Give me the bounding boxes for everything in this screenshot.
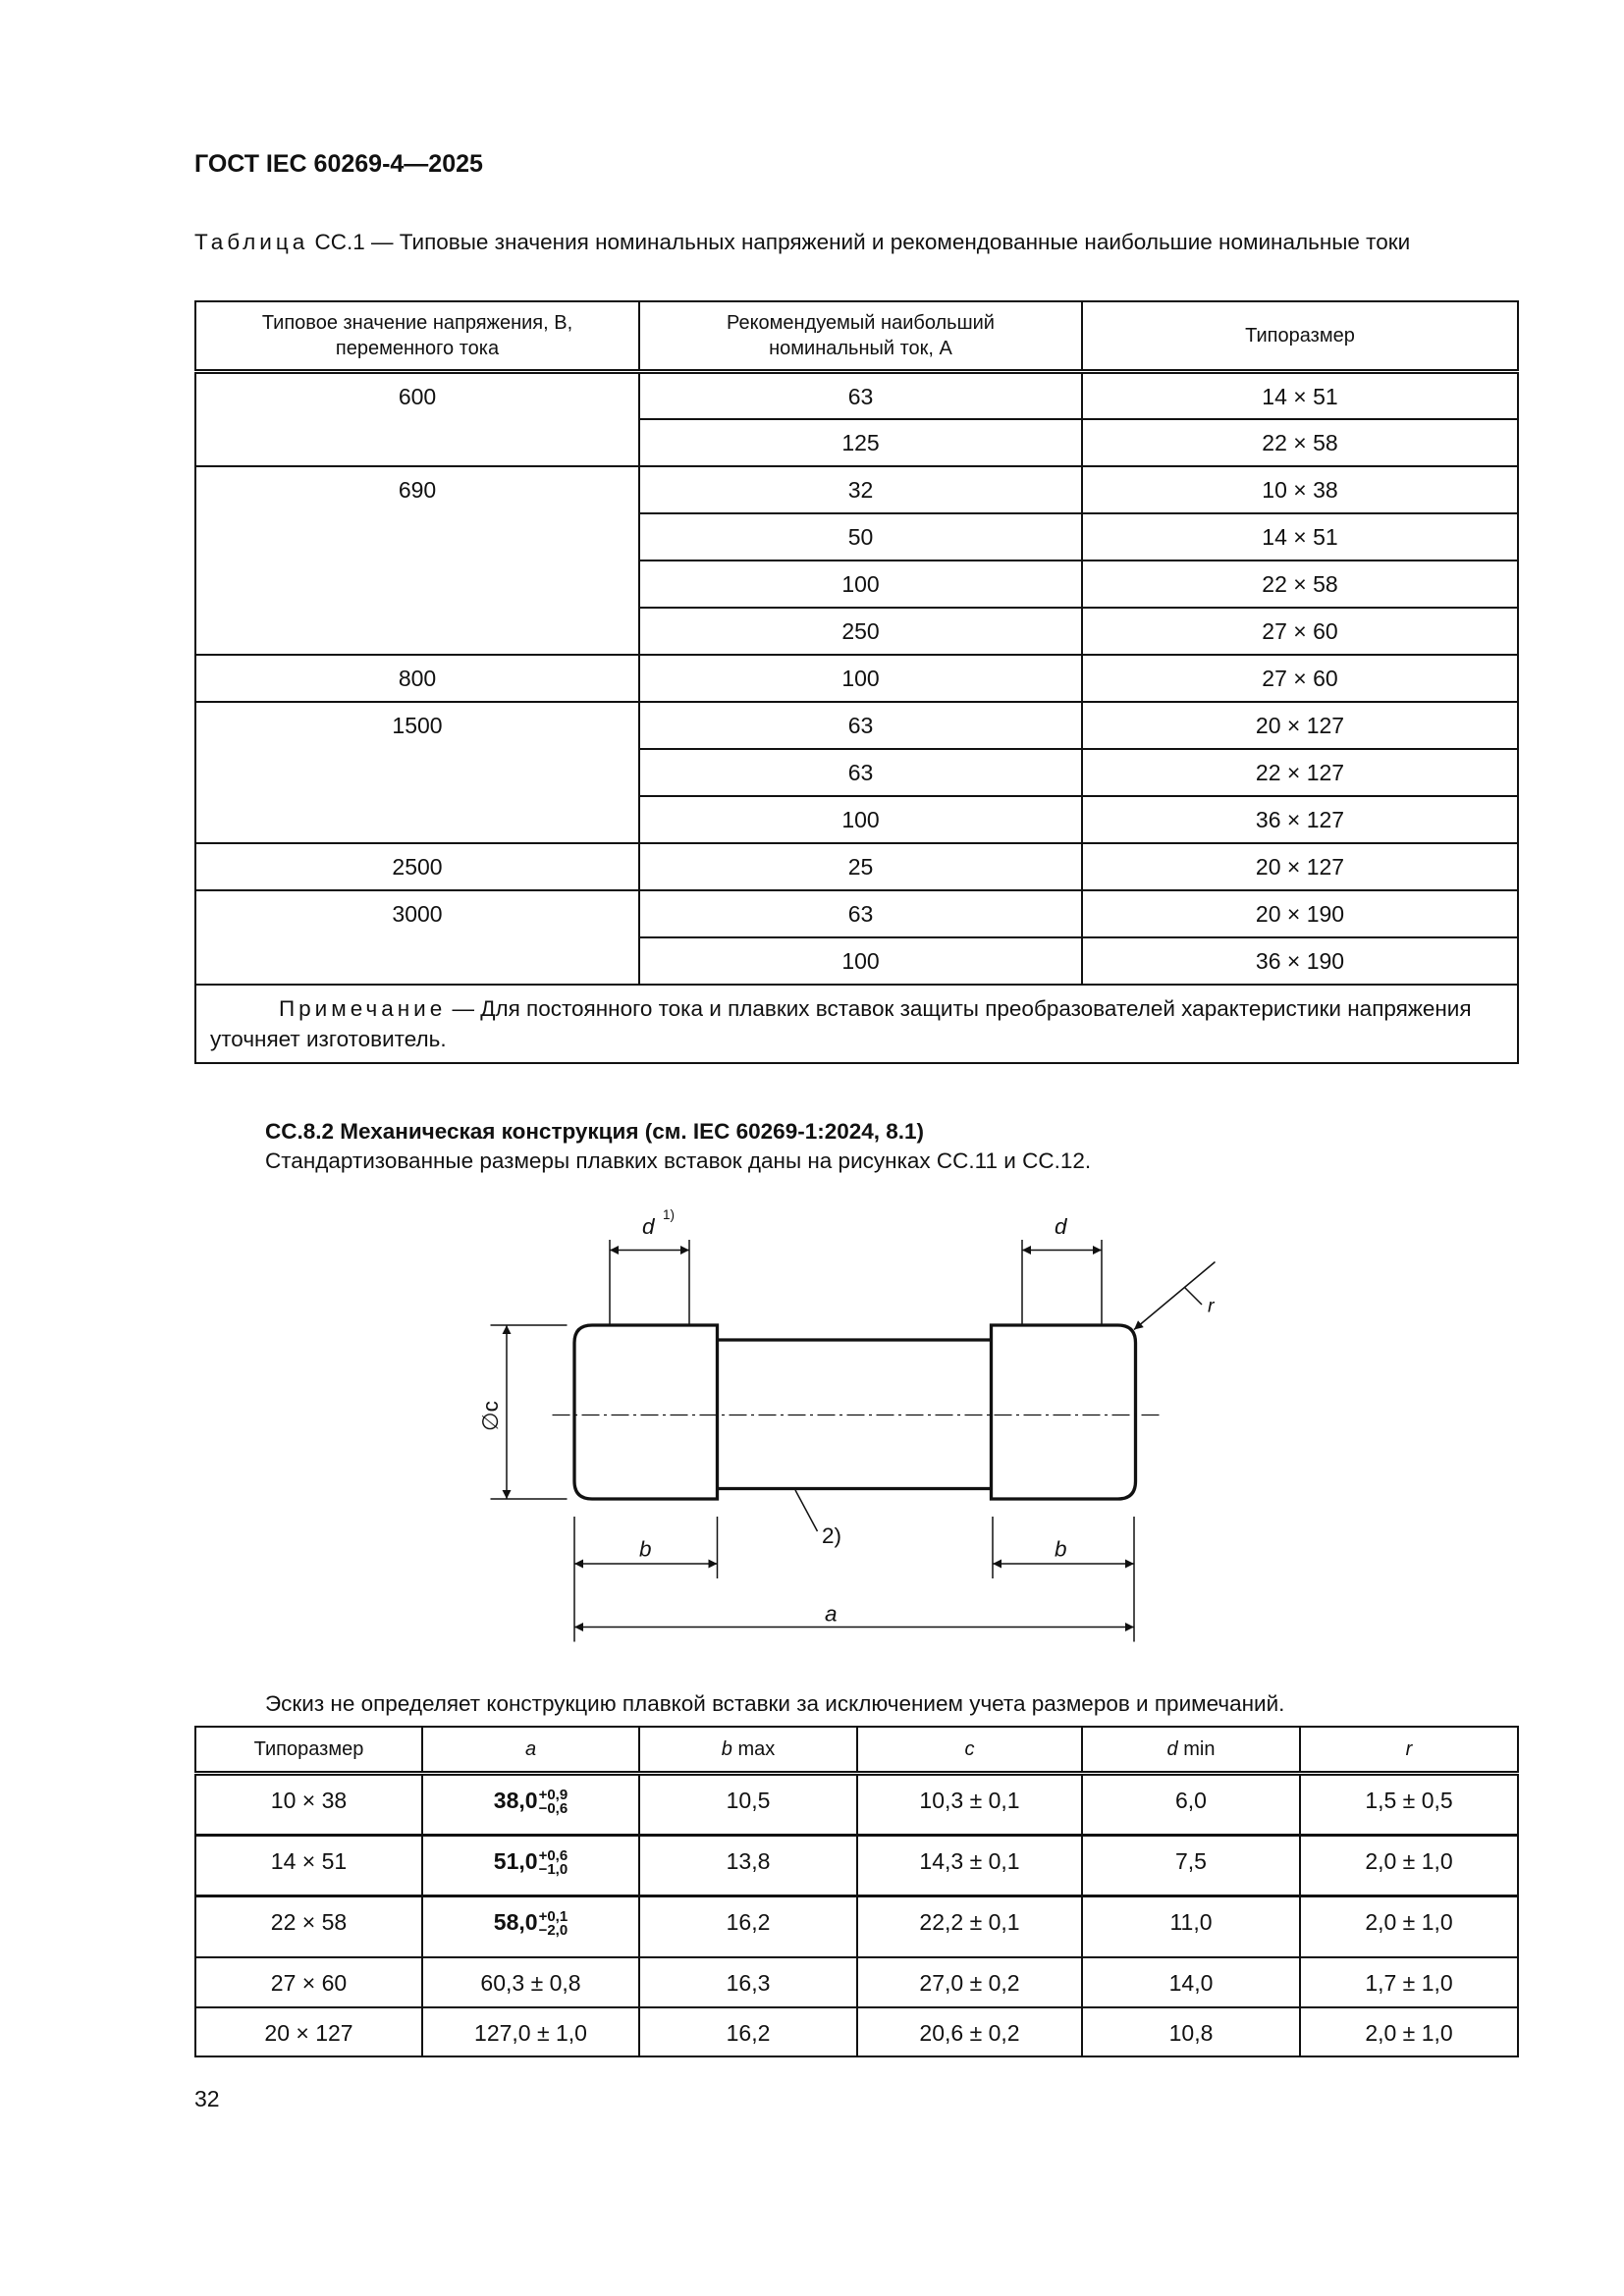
tolerance-value — [493, 1907, 568, 1939]
current-cell: 63 — [639, 702, 1082, 749]
current-cell: 63 — [639, 749, 1082, 796]
size-cell: 22 × 127 — [1082, 749, 1518, 796]
voltage-cell: 600 — [195, 372, 639, 466]
r-cell: 1,7 ± 1,0 — [1300, 1957, 1518, 2007]
size-cell: 20 × 127 — [1082, 843, 1518, 890]
b-cell: 13,8 — [639, 1836, 857, 1896]
table-row — [195, 2007, 1518, 2056]
size-cell: 22 × 58 — [1082, 561, 1518, 608]
document-id: ГОСТ IEC 60269-4—2025 — [194, 150, 483, 178]
tolerance-value — [493, 1786, 568, 1817]
tolerance-stack — [538, 1786, 568, 1817]
b-cell: 16,2 — [639, 1896, 857, 1957]
c-cell: 22,2 ± 0,1 — [857, 1896, 1082, 1957]
size-cell: 36 × 190 — [1082, 937, 1518, 985]
tolerance-value — [493, 1846, 568, 1878]
column-header-r: r — [1300, 1727, 1518, 1774]
a-cell — [422, 1896, 639, 1957]
d-cell: 6,0 — [1082, 1774, 1300, 1836]
d-cell: 14,0 — [1082, 1957, 1300, 2007]
upper-tolerance: +0,9 — [538, 1786, 568, 1803]
size-cell: 10 × 38 — [1082, 466, 1518, 513]
r-cell: 2,0 ± 1,0 — [1300, 2007, 1518, 2056]
nominal-value: 38,0 — [493, 1788, 538, 1813]
nominal-value: 51,0 — [493, 1848, 538, 1874]
current-cell: 125 — [639, 419, 1082, 466]
label-note2: 2) — [822, 1523, 842, 1548]
d-cell: 7,5 — [1082, 1836, 1300, 1896]
b-cell: 10,5 — [639, 1774, 857, 1836]
caption-label: Таблица — [194, 230, 309, 254]
current-cell: 100 — [639, 655, 1082, 702]
size-cell: 14 × 51 — [1082, 372, 1518, 419]
lower-tolerance: −1,0 — [538, 1860, 568, 1878]
size-cell: 27 × 60 — [1082, 655, 1518, 702]
current-cell: 100 — [639, 561, 1082, 608]
lower-tolerance: −0,6 — [538, 1799, 568, 1817]
label-b-right: b — [1055, 1536, 1067, 1562]
current-cell: 63 — [639, 372, 1082, 419]
column-header-current: Рекомендуемый наибольший номинальный ток, А — [639, 301, 1082, 372]
current-cell: 63 — [639, 890, 1082, 937]
upper-tolerance: +0,1 — [538, 1907, 568, 1925]
table-row — [195, 1774, 1518, 1836]
dimension-b-left — [574, 1517, 718, 1642]
lower-tolerance: −2,0 — [538, 1921, 568, 1939]
table-row — [195, 1896, 1518, 1957]
label-d-left-footnote: 1) — [663, 1207, 676, 1222]
voltage-cell: 1500 — [195, 702, 639, 843]
size-cell: 20 × 190 — [1082, 890, 1518, 937]
voltage-cell: 3000 — [195, 890, 639, 985]
current-cell: 32 — [639, 466, 1082, 513]
dimensions-table — [194, 1726, 1519, 2057]
label-b-left: b — [639, 1536, 652, 1562]
right-end-cap — [992, 1325, 1136, 1499]
voltage-cell: 690 — [195, 466, 639, 655]
note2-leader — [795, 1490, 818, 1531]
size-cell: 22 × 58 — [195, 1896, 422, 1957]
dimension-r — [1134, 1262, 1216, 1330]
c-cell: 27,0 ± 0,2 — [857, 1957, 1082, 2007]
voltage-cell: 2500 — [195, 843, 639, 890]
c-cell: 14,3 ± 0,1 — [857, 1836, 1082, 1896]
current-cell: 250 — [639, 608, 1082, 655]
note-label: Примечание — [279, 995, 447, 1021]
b-cell: 16,2 — [639, 2007, 857, 2056]
tolerance-stack — [538, 1846, 568, 1878]
a-cell — [422, 1836, 639, 1896]
label-d-right: d — [1055, 1214, 1067, 1239]
label-r: r — [1208, 1295, 1215, 1317]
table-row — [195, 1957, 1518, 2007]
dimension-d-right — [1022, 1240, 1102, 1325]
d-cell: 10,8 — [1082, 2007, 1300, 2056]
section-paragraph: Стандартизованные размеры плавких вставок даны на рисунках CC.11 и CC.12. — [265, 1148, 1092, 1173]
column-header-a: a — [422, 1727, 639, 1774]
dimension-b-right — [993, 1517, 1134, 1642]
a-cell — [422, 1774, 639, 1836]
a-cell: 60,3 ± 0,8 — [422, 1957, 639, 2007]
caption-text: CC.1 — Типовые значения номинальных напряжений и рекомендованные наибольшие номинальные токи — [308, 230, 1411, 254]
tolerance-stack — [538, 1907, 568, 1939]
nominal-value: 58,0 — [493, 1909, 538, 1935]
table-row — [195, 1836, 1518, 1896]
size-cell: 10 × 38 — [195, 1774, 422, 1836]
column-header-d-min: d min — [1082, 1727, 1300, 1774]
size-cell: 14 × 51 — [195, 1836, 422, 1896]
column-header-size: Типоразмер — [1082, 301, 1518, 372]
column-header-size: Типоразмер — [195, 1727, 422, 1774]
size-cell: 36 × 127 — [1082, 796, 1518, 843]
label-c: ∅c — [478, 1401, 503, 1431]
page-number: 32 — [194, 2086, 220, 2111]
current-cell: 100 — [639, 796, 1082, 843]
column-header-voltage: Типовое значение напряжения, В, переменного тока — [195, 301, 639, 372]
size-cell: 27 × 60 — [195, 1957, 422, 2007]
current-cell: 25 — [639, 843, 1082, 890]
label-d-left: d — [642, 1214, 655, 1239]
column-header-c: c — [857, 1727, 1082, 1774]
column-header-b-max: b max — [639, 1727, 857, 1774]
r-cell: 1,5 ± 0,5 — [1300, 1774, 1518, 1836]
current-cell: 100 — [639, 937, 1082, 985]
c-cell: 20,6 ± 0,2 — [857, 2007, 1082, 2056]
size-cell: 20 × 127 — [195, 2007, 422, 2056]
left-end-cap — [574, 1325, 718, 1499]
size-cell: 22 × 58 — [1082, 419, 1518, 466]
voltage-cell: 800 — [195, 655, 639, 702]
d-cell: 11,0 — [1082, 1896, 1300, 1957]
size-cell: 20 × 127 — [1082, 702, 1518, 749]
c-cell: 10,3 ± 0,1 — [857, 1774, 1082, 1836]
r-cell: 2,0 ± 1,0 — [1300, 1836, 1518, 1896]
size-cell: 27 × 60 — [1082, 608, 1518, 655]
section-heading: CC.8.2 Механическая конструкция (см. IEC 60269-1:2024, 8.1) — [265, 1119, 925, 1144]
fuse-body — [718, 1340, 992, 1489]
r-cell: 2,0 ± 1,0 — [1300, 1896, 1518, 1957]
size-cell: 14 × 51 — [1082, 513, 1518, 561]
b-cell: 16,3 — [639, 1957, 857, 2007]
note-text: — Для постоянного тока и плавких вставок защиты преобразователей характеристики напряжения уточняет изготовитель. — [210, 995, 1472, 1051]
upper-tolerance: +0,6 — [538, 1846, 568, 1864]
a-cell: 127,0 ± 1,0 — [422, 2007, 639, 2056]
label-a: a — [825, 1601, 838, 1627]
dimension-d-left — [610, 1240, 689, 1325]
sketch-note: Эскиз не определяет конструкцию плавкой вставки за исключением учета размеров и примечаний. — [265, 1691, 1285, 1716]
current-cell: 50 — [639, 513, 1082, 561]
